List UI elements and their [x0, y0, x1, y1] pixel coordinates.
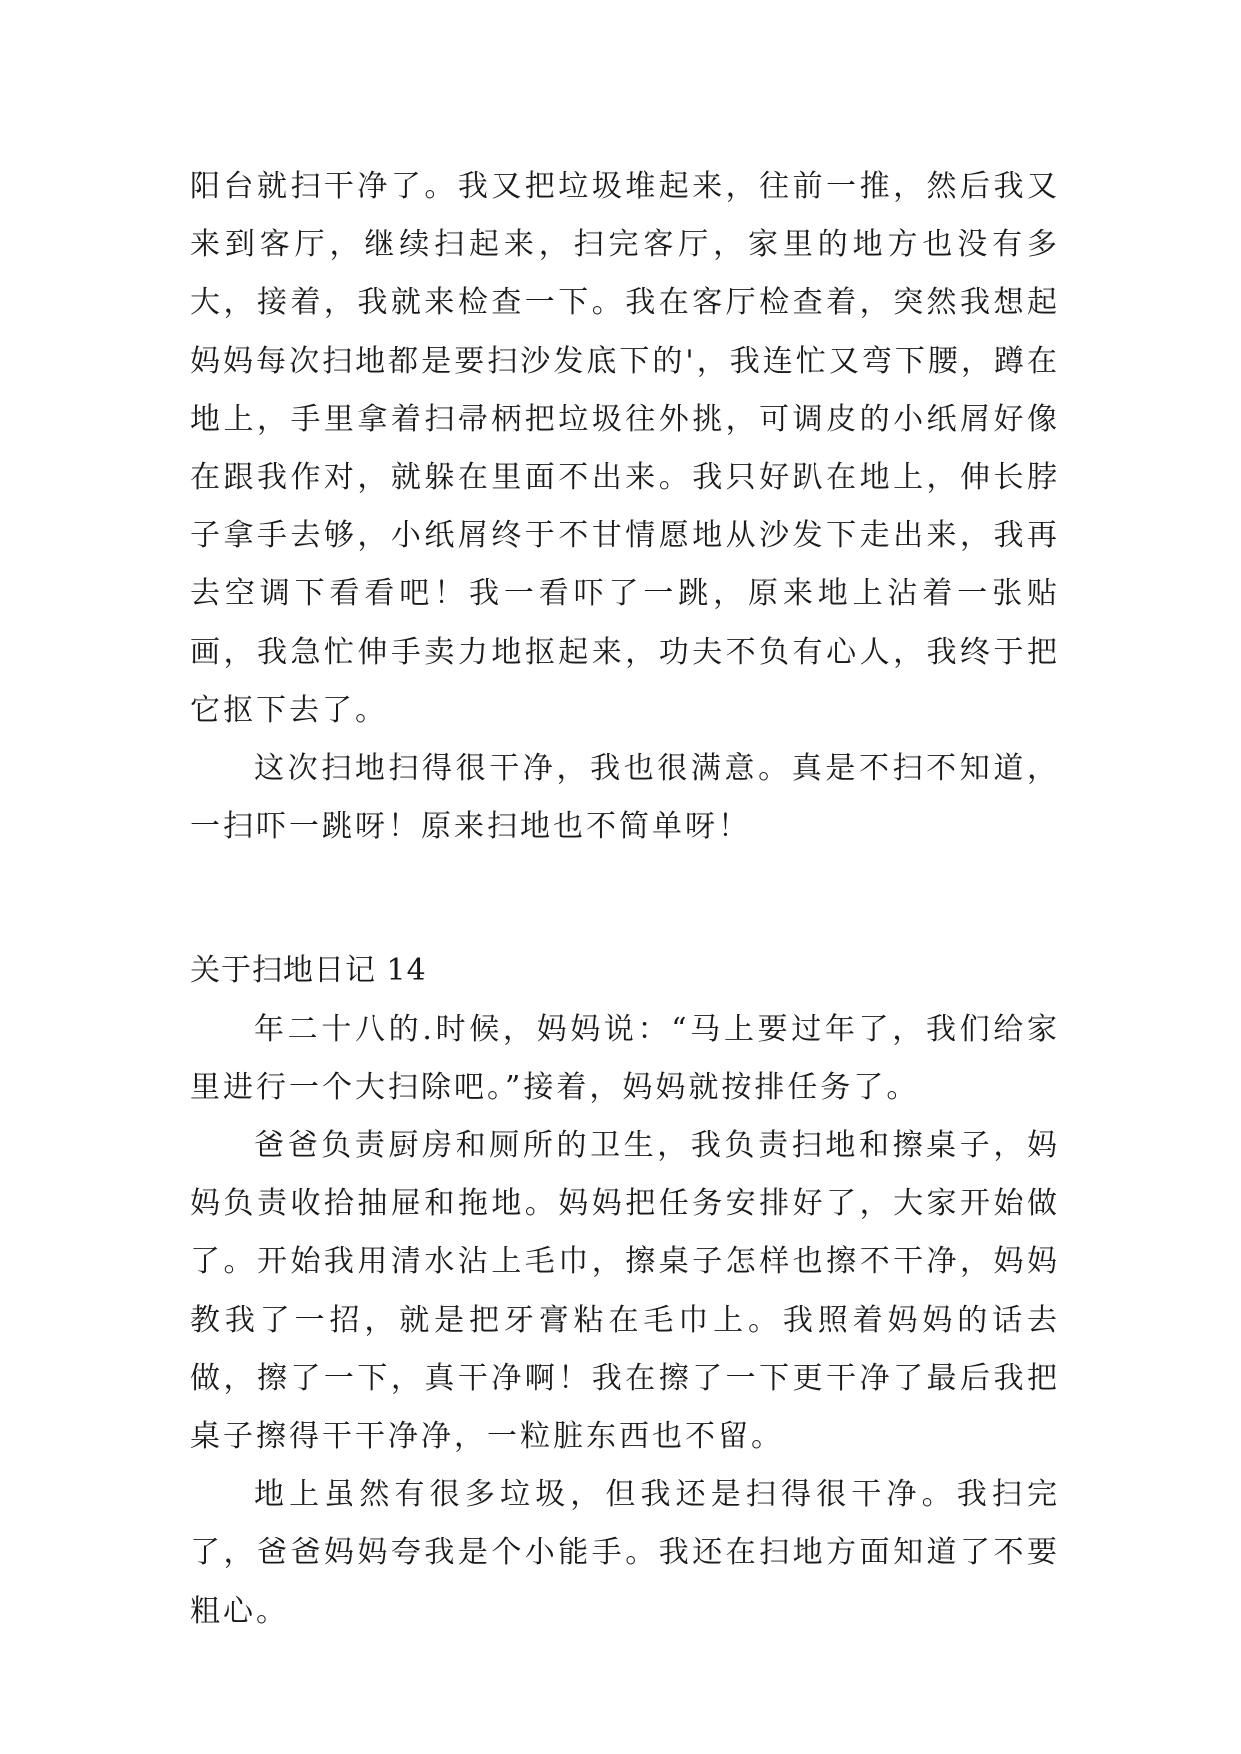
continued-paragraph: 阳台就扫干净了。我又把垃圾堆起来，往前一推，然后我又来到客厅，继续扫起来，扫完客厅，家里的地方也没有多大，接着，我就来检查一下。我在客厅检查着，突然我想起妈妈每次扫地都是要扫沙发底下的'，我连忙又弯下腰，蹲在地上，手里拿着扫帚柄把垃圾往外挑，可调皮的小纸屑好像在跟我作对，就躲在里面不出来。我只好趴在地上，伸长脖子拿手去够，小纸屑终于不甘情愿地从沙发下走出来，我再去空调下看看吧！我一看吓了一跳，原来地上沾着一张贴画，我急忙伸手卖力地抠起来，功夫不负有心人，我终于把它抠下去了。	[190, 169, 1060, 728]
section-title: 关于扫地日记 14	[190, 953, 427, 989]
body-paragraph-3: 地上虽然有很多垃圾，但我还是扫得很干净。我扫完了，爸爸妈妈夸我是个小能手。我还在扫地方面知道了不要粗心。	[190, 1477, 1060, 1629]
body-paragraph-2: 爸爸负责厨房和厕所的卫生，我负责扫地和擦桌子，妈妈负责收拾抽屉和拖地。妈妈把任务安排好了，大家开始做了。开始我用清水沾上毛巾，擦桌子怎样也擦不干净，妈妈教我了一招，就是把牙膏粘在毛巾上。我照着妈妈的话去做，擦了一下，真干净啊！我在擦了一下更干净了最后我把桌子擦得干干净净，一粒脏东西也不留。	[190, 1128, 1060, 1455]
body-paragraph-1: 年二十八的.时候，妈妈说：“马上要过年了，我们给家里进行一个大扫除吧。”接着，妈妈就按排任务了。	[190, 1011, 1060, 1105]
section-spacer	[190, 856, 1060, 942]
document-page	[190, 158, 1060, 1641]
closing-paragraph: 这次扫地扫得很干净，我也很满意。真是不扫不知道，一扫吓一跳呀！原来扫地也不简单呀！	[190, 751, 1060, 845]
